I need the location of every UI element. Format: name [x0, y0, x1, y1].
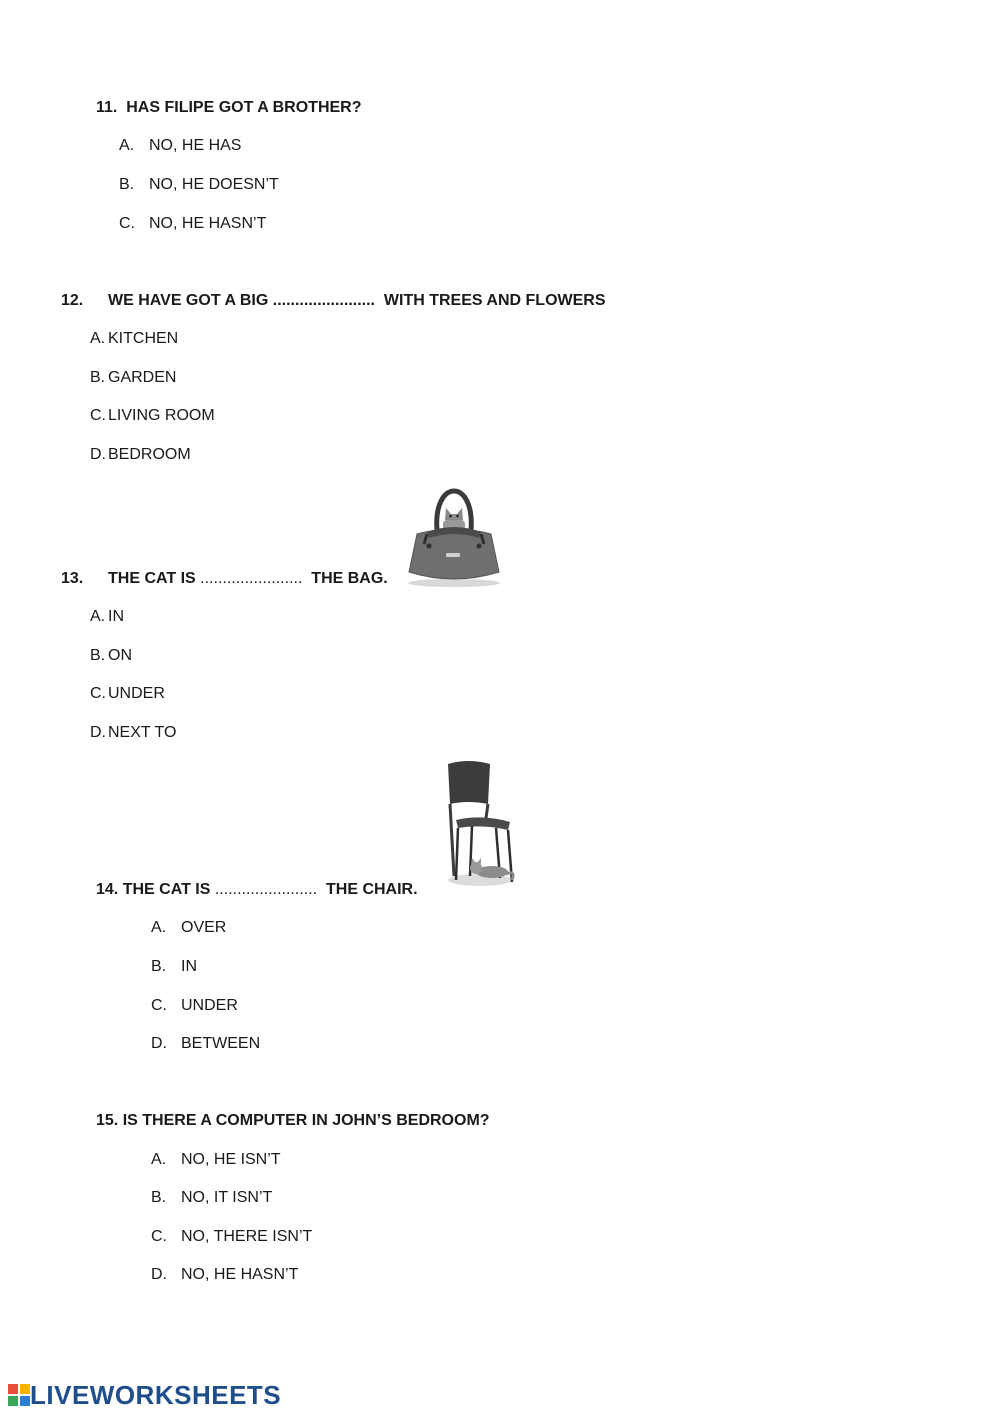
option-14-a[interactable]: A. OVER: [151, 919, 227, 936]
question-14: 14. THE CAT IS ....................... THE CHAIR.: [96, 881, 418, 898]
liveworksheets-logo[interactable]: [8, 1382, 281, 1408]
option-12-a[interactable]: A. KITCHEN: [90, 330, 179, 347]
option-13-c[interactable]: C. UNDER: [90, 685, 165, 702]
question-number: 13.: [61, 570, 84, 587]
question-text: IS THERE A COMPUTER IN JOHN’S BEDROOM?: [122, 1112, 490, 1129]
cat-under-chair-image: [442, 760, 522, 892]
question-13: 13. THE CAT IS ....................... THE BAG.: [61, 570, 388, 587]
question-11: [96, 99, 362, 117]
option-12-c[interactable]: C. LIVING ROOM: [90, 407, 215, 424]
option-12-b[interactable]: B. GARDEN: [90, 369, 177, 386]
question-number: 15.: [96, 1112, 119, 1129]
option-13-d[interactable]: D. NEXT TO: [90, 724, 177, 741]
answer-blank[interactable]: .......................: [200, 570, 303, 587]
option-15-d[interactable]: D. NO, HE HASN’T: [151, 1266, 299, 1283]
option-15-a[interactable]: A. NO, HE ISN’T: [151, 1151, 281, 1168]
question-15: [96, 1112, 490, 1130]
option-14-c[interactable]: C. UNDER: [151, 997, 238, 1014]
option-15-b[interactable]: B. NO, IT ISN’T: [151, 1189, 273, 1206]
question-number: 12.: [61, 292, 84, 309]
option-11-b[interactable]: B. NO, HE DOESN’T: [119, 176, 279, 193]
question-number: 11.: [96, 99, 118, 116]
option-14-d[interactable]: D. BETWEEN: [151, 1035, 261, 1052]
option-13-b[interactable]: B. ON: [90, 647, 132, 664]
option-14-b[interactable]: B. IN: [151, 958, 197, 975]
answer-blank[interactable]: .......................: [272, 292, 375, 309]
option-11-a[interactable]: A. NO, HE HAS: [119, 137, 242, 154]
brand-name: LIVEWORKSHEETS: [30, 1380, 282, 1410]
question-12: 12. WE HAVE GOT A BIG ....................... WITH TREES AND FLOWERS: [61, 292, 606, 309]
cat-in-bag-image: [405, 482, 503, 588]
liveworksheets-blocks-icon: [8, 1384, 30, 1406]
question-text: HAS FILIPE GOT A BROTHER?: [126, 99, 362, 116]
option-13-a[interactable]: A. IN: [90, 608, 124, 625]
option-15-c[interactable]: C. NO, THERE ISN’T: [151, 1228, 313, 1245]
question-number: 14.: [96, 881, 119, 898]
option-11-c[interactable]: C. NO, HE HASN’T: [119, 215, 267, 232]
option-12-d[interactable]: D. BEDROOM: [90, 446, 191, 463]
answer-blank[interactable]: .......................: [214, 881, 318, 898]
